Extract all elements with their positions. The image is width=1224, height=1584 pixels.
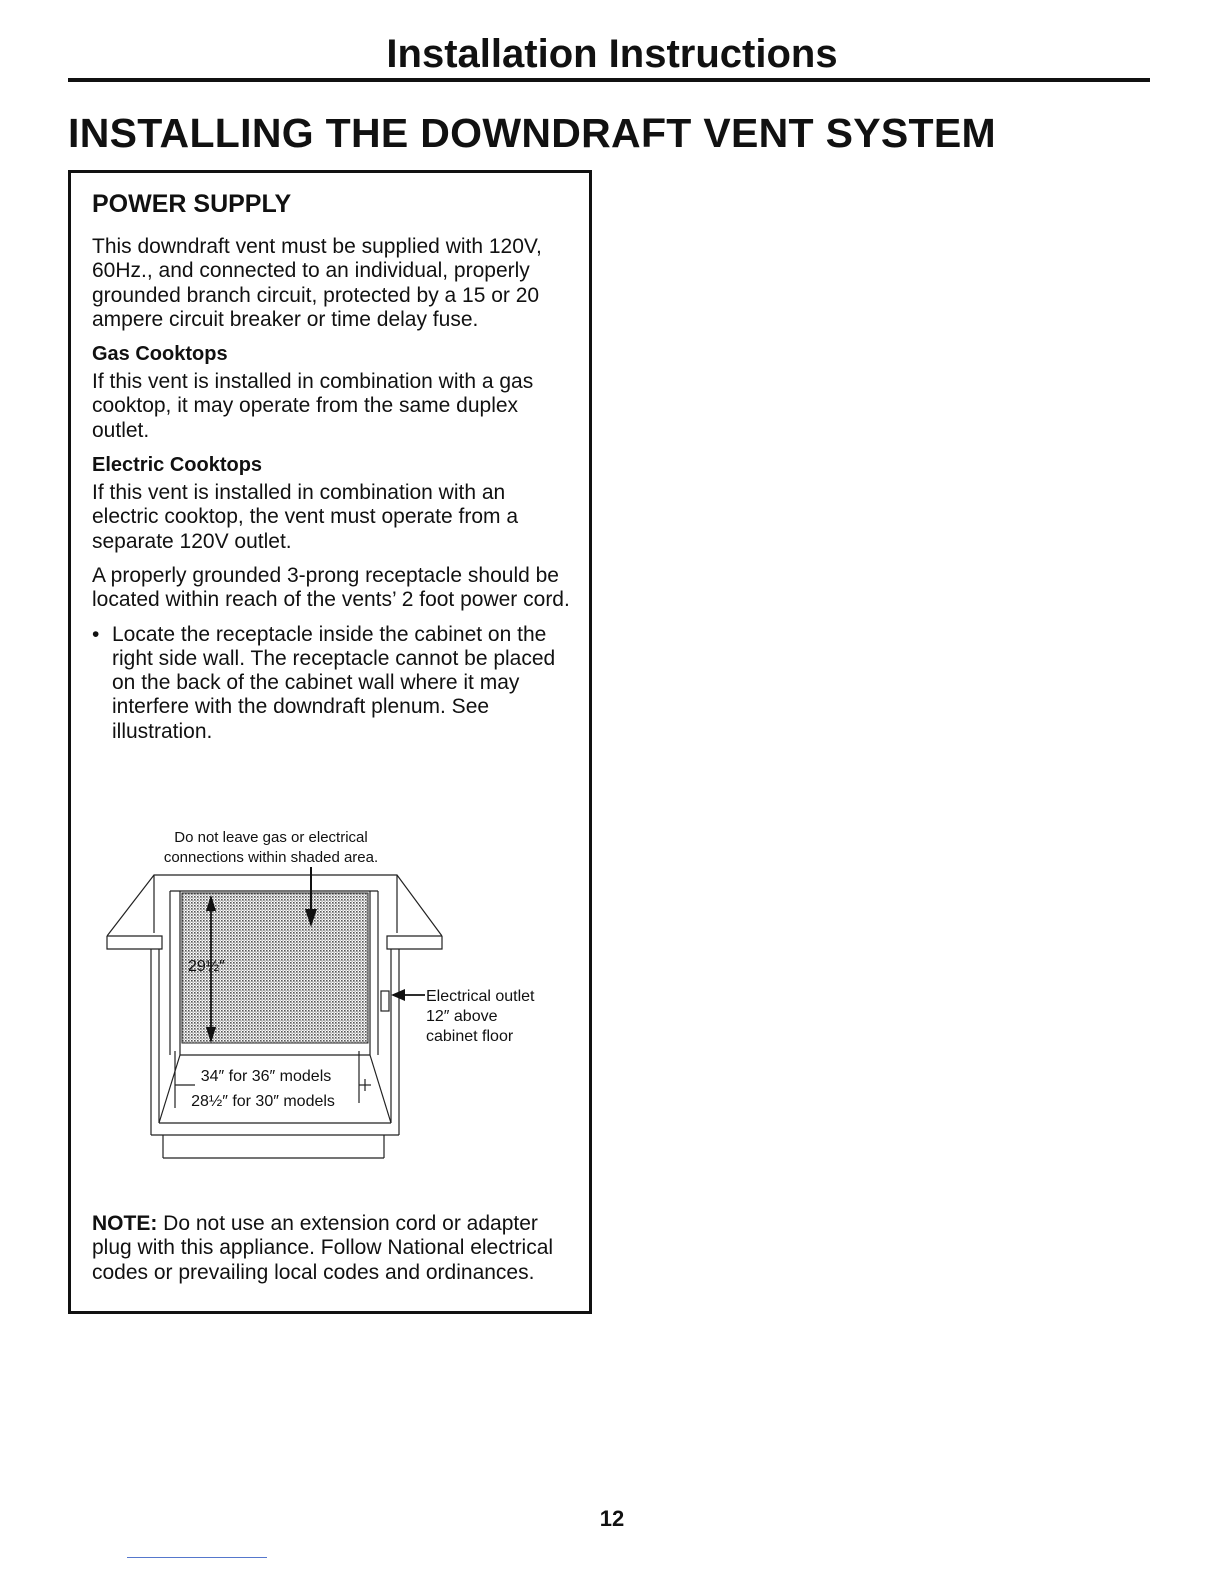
receptacle-bullet-text: Locate the receptacle inside the cabinet on the right side wall. The receptacle cannot be placed on the back of the cabinet wall where it may interfere with the downdraft plenum. See illustration. (112, 622, 556, 743)
width-label-36: 34″ for 36″ models (200, 1068, 332, 1085)
section-title: INSTALLING THE DOWNDRAFT VENT SYSTEM (68, 110, 996, 156)
note-text: Do not use an extension cord or adapter plug with this appliance. Follow National electrical codes or prevailing local codes and ordinances. (92, 1212, 554, 1284)
outlet-label-3: cabinet floor (426, 1028, 514, 1045)
note-paragraph (92, 1212, 562, 1285)
footer-line (127, 1557, 267, 1558)
outlet-label-1: Electrical outlet (426, 988, 535, 1005)
electric-cooktops-heading: Electric Cooktops (92, 454, 263, 477)
height-label: 29½″ (188, 958, 225, 975)
outlet-arrow (391, 989, 425, 1001)
power-supply-intro: This downdraft vent must be supplied with 120V, 60Hz., and connected to an individual, properly grounded branch circuit, protected by a 15 or 20 ampere circuit breaker or time delay fuse. (92, 235, 542, 331)
outlet-label-2: 12″ above (426, 1008, 498, 1025)
header-rule (68, 78, 1150, 82)
receptacle-text: A properly grounded 3-prong receptacle should be located within reach of the vents’ 2 foot power cord. (92, 563, 570, 612)
cabinet-illustration (71, 173, 589, 1183)
gas-cooktops-heading: Gas Cooktops (92, 343, 228, 366)
width-label-30: 28½″ for 30″ models (191, 1093, 335, 1110)
bullet-dot: • (92, 622, 100, 646)
power-supply-heading: POWER SUPPLY (92, 190, 292, 218)
header-title: Installation Instructions (386, 32, 838, 76)
outlet-icon (381, 991, 389, 1011)
caption-line-1: Do not leave gas or electrical (174, 829, 368, 846)
note-label: NOTE: (92, 1212, 158, 1235)
caption-line-2: connections within shaded area. (163, 849, 379, 866)
page-number: 12 (599, 1506, 625, 1531)
electric-cooktops-text: If this vent is installed in combination with an electric cooktop, the vent must operate from a separate 120V outlet. (92, 481, 519, 553)
power-supply-box (68, 170, 592, 1314)
gas-cooktops-text: If this vent is installed in combination with a gas cooktop, it may operate from the same duplex outlet. (92, 370, 534, 442)
